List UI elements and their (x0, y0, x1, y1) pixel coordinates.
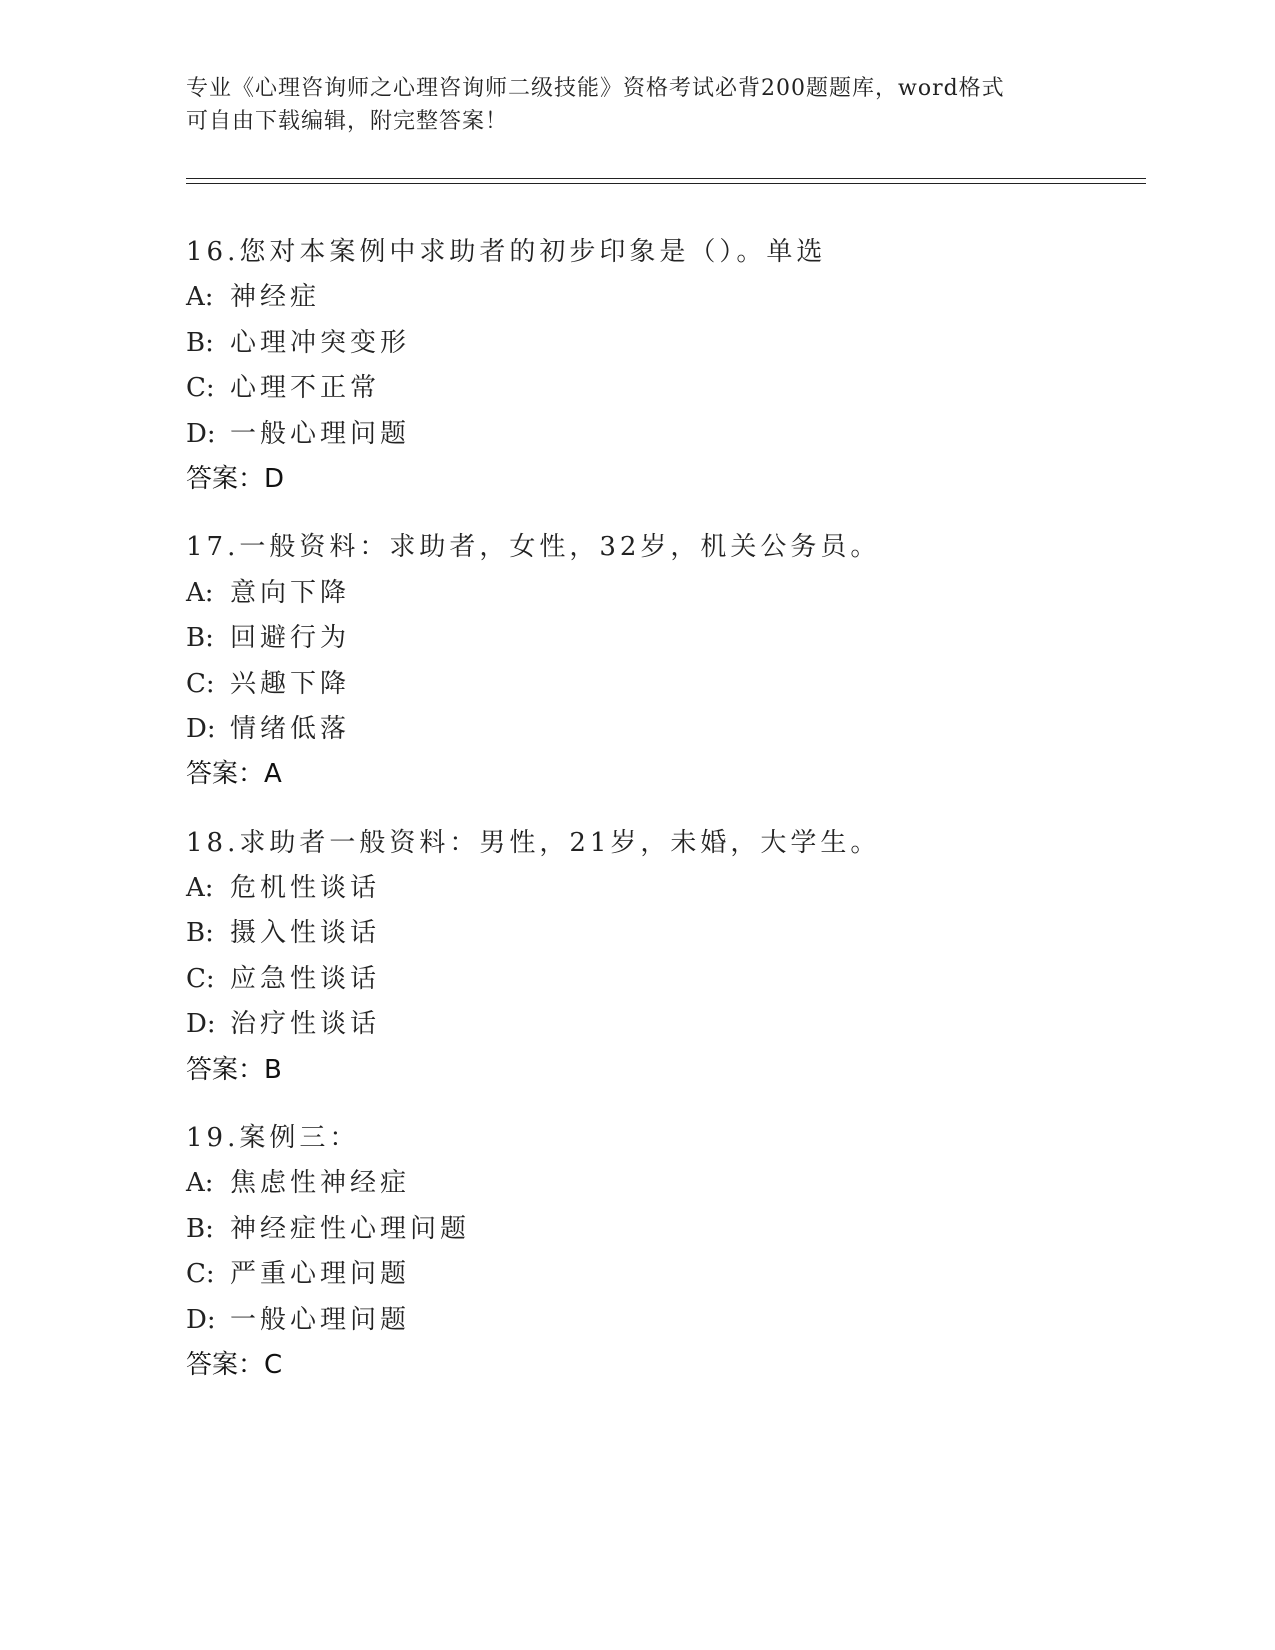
option-b (186, 911, 1146, 956)
option-a (186, 275, 1146, 320)
header-divider-top (186, 178, 1146, 179)
option-text: 回避行为 (230, 623, 351, 654)
answer-text: 答案：B (186, 1054, 282, 1085)
header-line-1: 专业《心理咨询师之心理咨询师二级技能》资格考试必背200题题库，word格式 (186, 76, 1005, 101)
option-text: 一般心理问题 (230, 1304, 411, 1335)
option-letter: A: (186, 282, 214, 313)
option-letter: C: (186, 373, 215, 404)
option-letter: A: (186, 1168, 214, 1199)
option-a (186, 866, 1146, 911)
option-letter: C: (186, 963, 215, 994)
option-b (186, 321, 1146, 366)
option-d (186, 1298, 1146, 1343)
question-list (186, 230, 1146, 1411)
option-text: 心理不正常 (230, 373, 381, 404)
option-letter: C: (186, 668, 215, 699)
answer-text: 答案：D (186, 463, 285, 494)
header-divider-bottom (186, 183, 1146, 184)
answer-text: 答案：C (186, 1349, 283, 1380)
option-d (186, 412, 1146, 457)
option-c (186, 957, 1146, 1002)
option-d (186, 707, 1146, 752)
option-text: 兴趣下降 (230, 668, 351, 699)
option-text: 心理冲突变形 (230, 327, 411, 358)
option-b (186, 1207, 1146, 1252)
option-text: 情绪低落 (230, 713, 351, 744)
question-19 (186, 1116, 1146, 1388)
option-letter: A: (186, 873, 214, 904)
option-text: 危机性谈话 (230, 873, 381, 904)
option-text: 治疗性谈话 (230, 1009, 381, 1040)
option-letter: A: (186, 577, 214, 608)
question-16 (186, 230, 1146, 502)
option-letter: B: (186, 1213, 214, 1244)
option-d (186, 1002, 1146, 1047)
question-text: 16.您对本案例中求助者的初步印象是（）。单选 (186, 237, 827, 267)
option-letter: D: (186, 418, 216, 449)
option-letter: B: (186, 327, 214, 358)
option-c (186, 366, 1146, 411)
question-text: 18.求助者一般资料：男性，21岁，未婚，大学生。 (186, 827, 881, 858)
question-18 (186, 821, 1146, 1093)
option-text: 应急性谈话 (230, 963, 381, 994)
document-header (186, 72, 1086, 138)
question-text: 19.案例三： (186, 1123, 360, 1154)
answer-text: 答案：A (186, 759, 282, 790)
option-letter: D: (186, 713, 216, 744)
option-c (186, 662, 1146, 707)
option-text: 意向下降 (230, 577, 351, 608)
option-text: 摄入性谈话 (230, 918, 381, 949)
option-letter: B: (186, 623, 214, 654)
option-text: 神经症 (230, 282, 321, 313)
option-text: 焦虑性神经症 (230, 1168, 411, 1199)
option-c (186, 1252, 1146, 1297)
option-a (186, 1161, 1146, 1206)
option-letter: C: (186, 1259, 215, 1290)
header-line-2: 可自由下载编辑，附完整答案！ (186, 109, 509, 134)
question-17 (186, 525, 1146, 797)
option-letter: B: (186, 918, 214, 949)
option-text: 神经症性心理问题 (230, 1213, 471, 1244)
option-letter: D: (186, 1304, 216, 1335)
question-text: 17.一般资料：求助者，女性，32岁，机关公务员。 (186, 532, 881, 563)
option-text: 一般心理问题 (230, 418, 411, 449)
option-a (186, 571, 1146, 616)
option-b (186, 616, 1146, 661)
option-letter: D: (186, 1009, 216, 1040)
option-text: 严重心理问题 (230, 1259, 411, 1290)
